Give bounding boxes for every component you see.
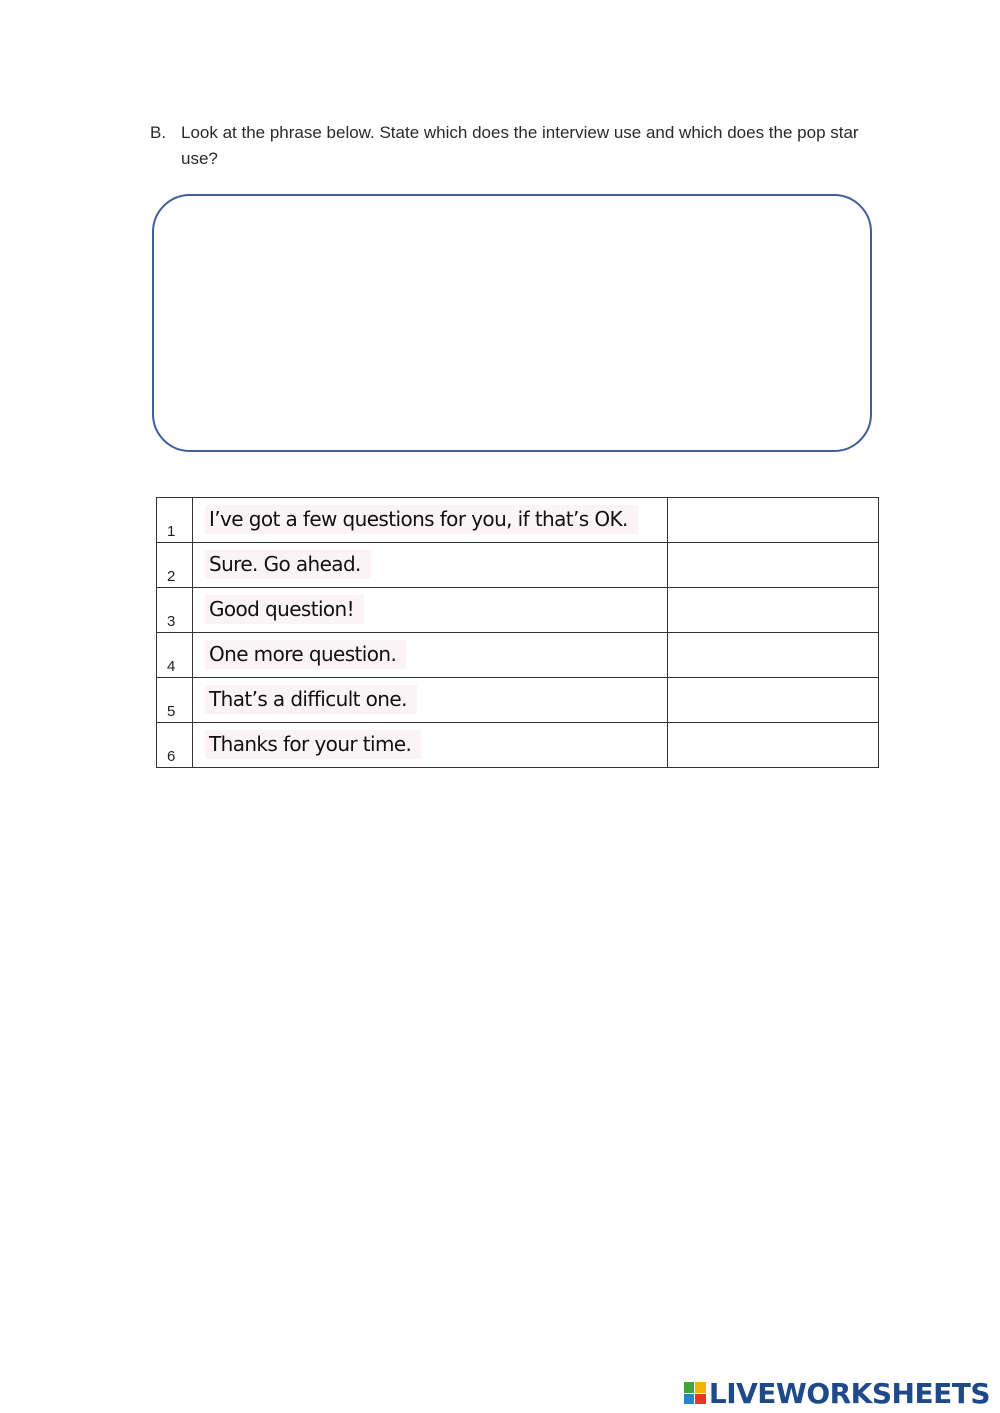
row-number: 4 [167, 658, 176, 675]
table-row [157, 498, 879, 543]
table-row [157, 633, 879, 678]
answer-cell[interactable] [668, 633, 879, 678]
instruction-letter: B. [150, 123, 167, 142]
answer-cell[interactable] [668, 588, 879, 633]
instruction [150, 120, 890, 172]
liveworksheets-logo [684, 1377, 990, 1409]
table-row [157, 723, 879, 768]
table-row [157, 588, 879, 633]
table-row [157, 678, 879, 723]
phrase-text: Good question! [205, 595, 364, 624]
answer-drop-box[interactable] [152, 194, 872, 452]
answer-cell[interactable] [668, 678, 879, 723]
row-number: 6 [167, 748, 176, 765]
answer-cell[interactable] [668, 498, 879, 543]
liveworksheets-logo-icon [684, 1382, 706, 1404]
answer-cell[interactable] [668, 543, 879, 588]
phrase-text: I’ve got a few questions for you, if that’s OK. [205, 505, 638, 534]
row-number: 5 [167, 703, 176, 720]
answer-cell[interactable] [668, 723, 879, 768]
phrase-text: That’s a difficult one. [205, 685, 417, 714]
phrase-text: Sure. Go ahead. [205, 550, 371, 579]
phrase-text: One more question. [205, 640, 406, 669]
logo-text: LIVEWORKSHEETS [708, 1376, 990, 1410]
phrases-table [156, 497, 879, 768]
table-row [157, 543, 879, 588]
row-number: 3 [167, 613, 176, 630]
phrase-text: Thanks for your time. [205, 730, 421, 759]
instruction-text: Look at the phrase below. State which does the interview use and which does the pop star use? [181, 123, 859, 168]
row-number: 1 [167, 523, 176, 540]
row-number: 2 [167, 568, 176, 585]
